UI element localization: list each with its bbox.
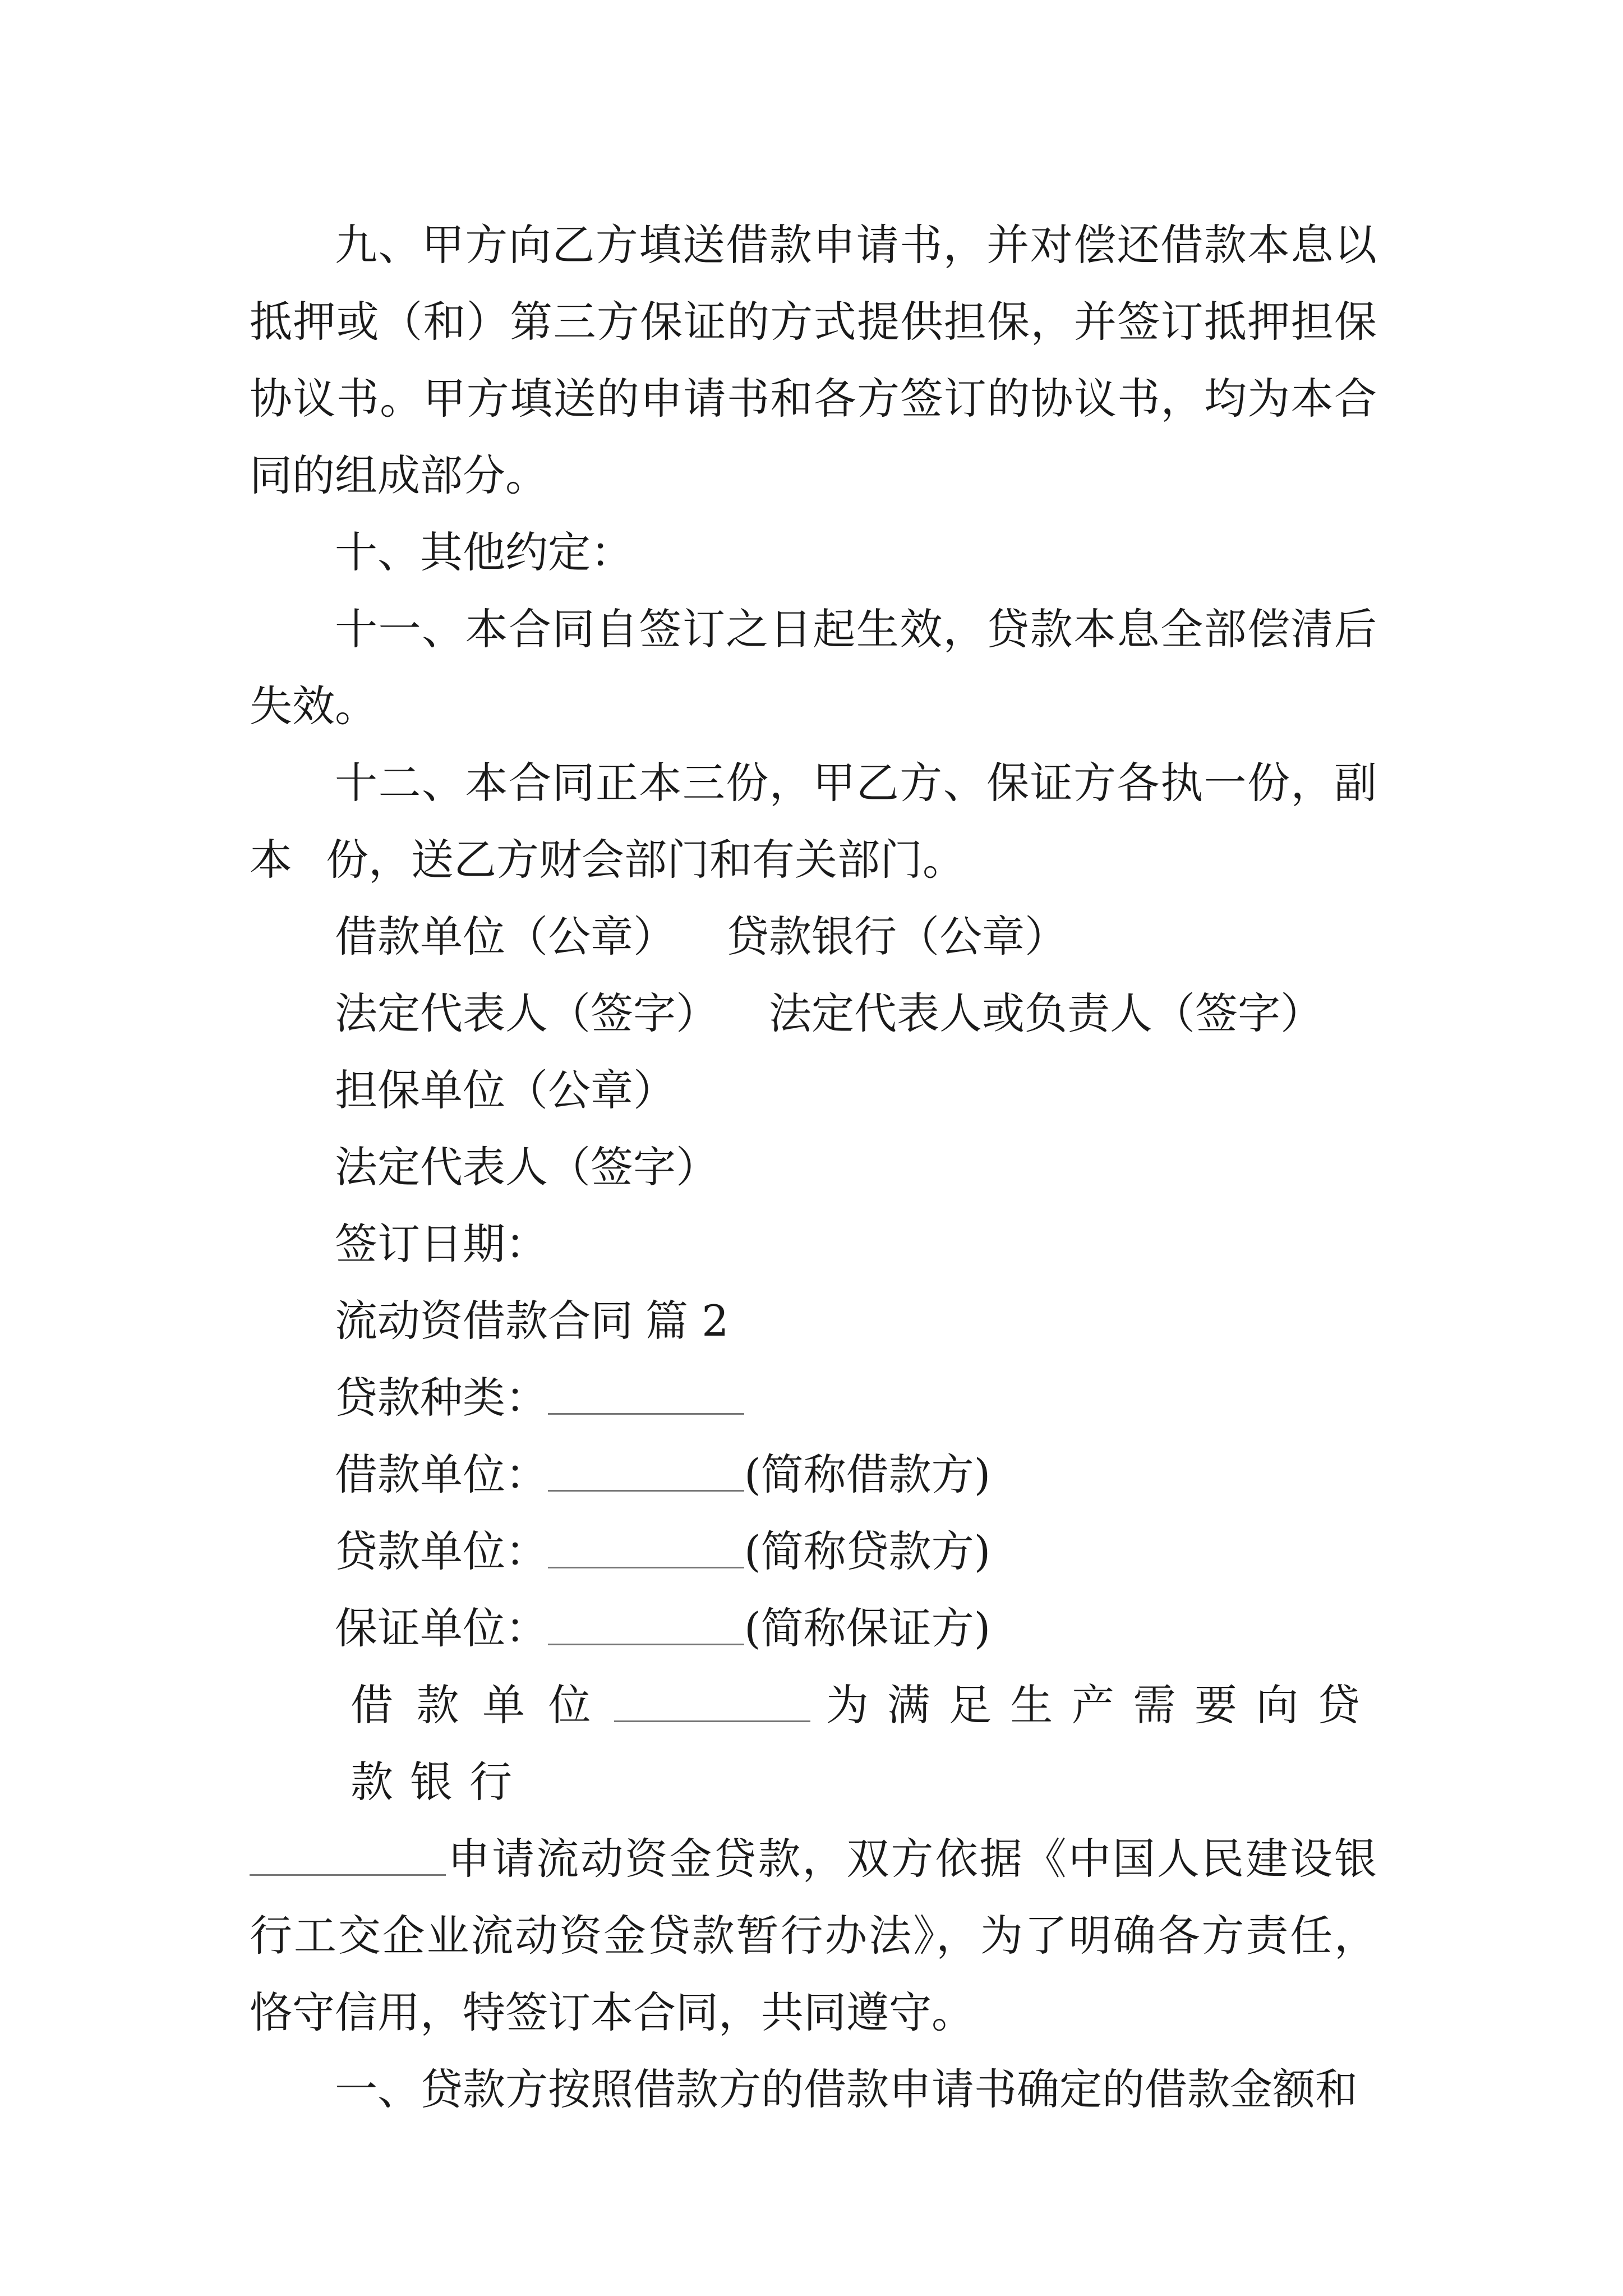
clause-12-part-b: 份，送乙方财会部门和有关部门。 [326,835,965,885]
clause-12 [250,744,1377,898]
lender-rep-label: 法定代表人或负责人（签字） [769,988,1323,1038]
intro-lender-blank [250,1832,446,1876]
loan-type-blank [548,1370,744,1415]
lender-abbr: (简称贷款方) [744,1526,991,1576]
loan-type-label: 贷款种类： [335,1373,548,1423]
lender-seal-label: 贷款银行（公章） [726,912,1067,961]
signature-line-seals [250,898,1377,975]
lender-field [250,1513,1377,1590]
intro-paragraph [250,1820,1377,2051]
document-body [250,206,1377,2128]
guarantor-blank [548,1601,744,1645]
clause-1: 一、贷款方按照借款方的借款申请书确定的借款金额和 [335,2064,1358,2114]
guarantor-seal-label: 担保单位（公章） [335,1065,676,1115]
sign-date-label: 签订日期： [335,1219,548,1269]
intro-borrower-blank [614,1678,810,1722]
clause-9: 九、甲方向乙方填送借款申请书，并对偿还借款本息以抵押或（和）第三方保证的方式提供担保，并签订抵押担保协议书。甲方填送的申请书和各方签订的协议书，均为本合同的组成部分。 [250,220,1377,500]
intro-line-1 [250,1667,1377,1820]
intro-purpose: 为满足生产需要向贷款银行 [351,1680,1377,1807]
clause-11: 十一、本合同自签订之日起生效，贷款本息全部偿清后失效。 [250,604,1377,731]
guarantor-field [250,1590,1377,1667]
section-2-title: 流动资借款合同 [335,1296,633,1346]
guarantor-rep-label: 法定代表人（签字） [335,1142,718,1192]
guarantor-label: 保证单位： [335,1603,548,1653]
borrower-rep-label: 法定代表人（签字） [335,988,718,1038]
clause-10: 十、其他约定： [335,527,633,577]
borrower-field [250,1436,1377,1513]
lender-label: 贷款单位： [335,1526,548,1576]
intro-text: 申请流动资金贷款，双方依据《中国人民建设银行工交企业流动资金贷款暂行办法》，为了明确各方责任，恪守信用，特签订本合同，共同遵守。 [250,1834,1377,2037]
loan-type-field [250,1359,1377,1436]
section-2-heading [250,1282,1377,1359]
lender-blank [548,1524,744,1568]
guarantor-abbr: (简称保证方) [744,1603,991,1653]
section-2-part: 篇 2 [645,1296,729,1346]
borrower-label: 借款单位： [335,1450,548,1499]
borrower-abbr: (简称借款方) [744,1450,991,1499]
borrower-seal-label: 借款单位（公章） [335,912,676,961]
signature-line-reps [250,975,1377,1052]
intro-borrower: 借款单位 [351,1680,615,1730]
clause-12-part-a: 十二、本合同正本三份，甲乙方、保证方各执一份，副本 [250,758,1377,885]
borrower-blank [548,1447,744,1492]
